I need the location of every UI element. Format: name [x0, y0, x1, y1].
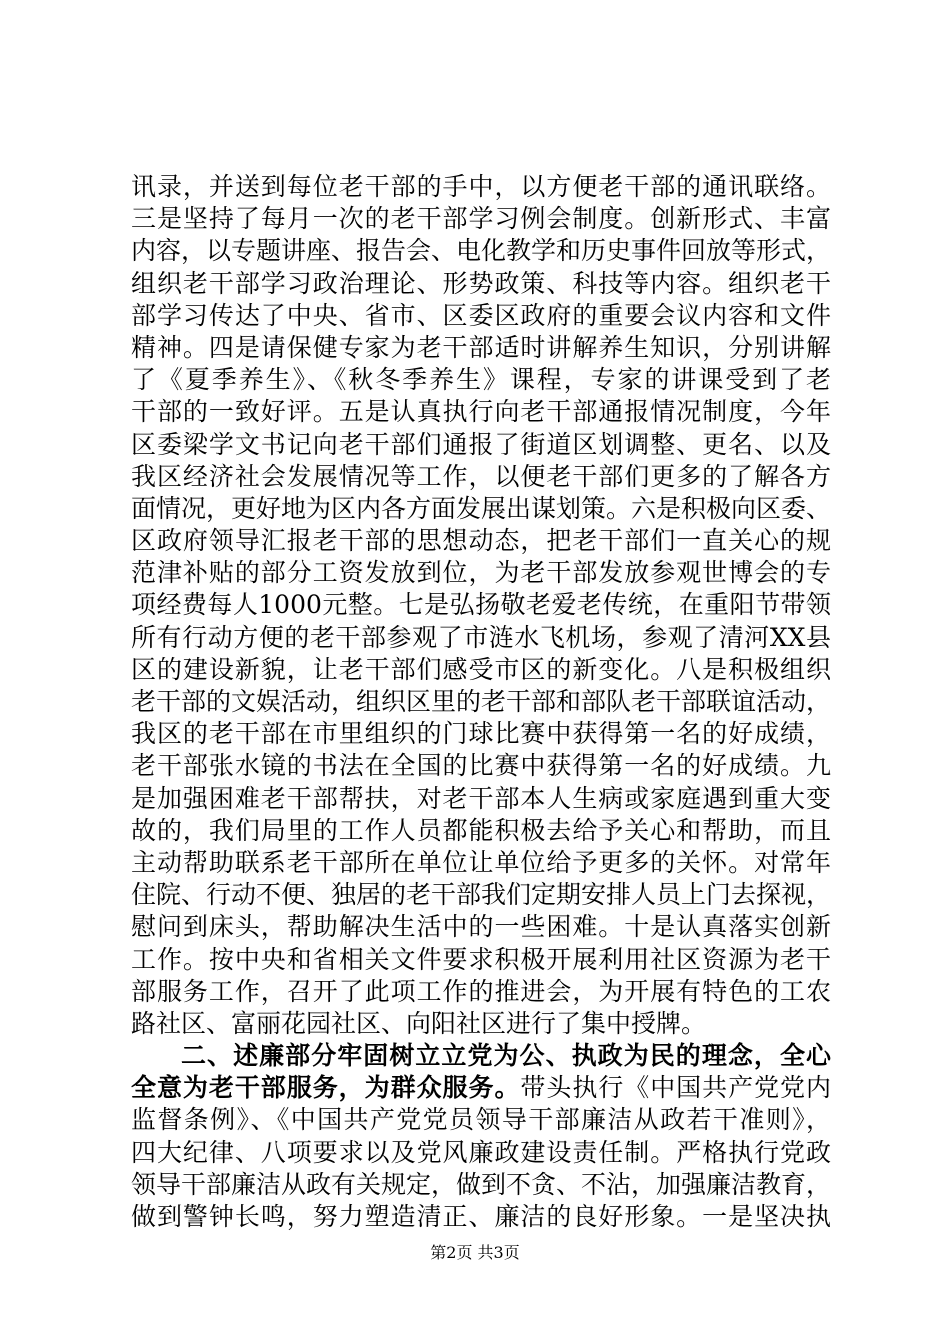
text-line: 路社区、富丽花园社区、向阳社区进行了集中授牌。: [131, 1008, 707, 1038]
text-line: 老干部张水镜的书法在全国的比赛中获得第一名的好成绩。九: [131, 751, 831, 781]
text-line: 住院、行动不便、独居的老干部我们定期安排人员上门去探视，: [131, 880, 831, 910]
paragraph-2: [131, 1040, 831, 1233]
text-line: 了《夏季养生》、《秋冬季养生》课程，专家的讲课受到了老: [131, 365, 831, 395]
paragraph-1: [131, 171, 831, 1040]
text-line: 老干部的文娱活动，组织区里的老干部和部队老干部联谊活动，: [131, 687, 831, 716]
text-line: 项经费每人1000元整。七是弘扬敬老爱老传统，在重阳节带领: [131, 590, 831, 620]
text-line: 区委梁学文书记向老干部们通报了街道区划调整、更名、以及: [131, 429, 831, 459]
page-footer: 第2页 共3页: [430, 1243, 520, 1262]
text-line: 所有行动方便的老干部参观了市涟水飞机场，参观了清河XX县: [131, 622, 831, 652]
text-line: 慰问到床头，帮助解决生活中的一些困难。十是认真落实创新: [131, 912, 831, 942]
text-line: 范津补贴的部分工资发放到位，为老干部发放参观世博会的专: [131, 558, 831, 588]
text-line: 精神。四是请保健专家为老干部适时讲解养生知识，分别讲解: [131, 332, 831, 362]
text-line: 讯录，并送到每位老干部的手中，以方便老干部的通讯联络。: [131, 172, 831, 201]
text-line: 部学习传达了中央、省市、区委区政府的重要会议内容和文件: [131, 300, 831, 330]
text-line: 监督条例》、《中国共产党党员领导干部廉洁从政若干准则》，: [131, 1105, 831, 1135]
text-line: 工作。按中央和省相关文件要求积极开展利用社区资源为老干: [131, 944, 831, 974]
text-line: 主动帮助联系老干部所在单位让单位给予更多的关怀。对常年: [131, 847, 831, 877]
text-line: 组织老干部学习政治理论、形势政策、科技等内容。组织老干: [131, 268, 831, 298]
text-line: 我区经济社会发展情况等工作，以便老干部们更多的了解各方: [131, 461, 831, 491]
section-heading-line: 二、述廉部分牢固树立立党为公、执政为民的理念，全心: [181, 1041, 831, 1071]
text-line: 故的，我们局里的工作人员都能积极去给予关心和帮助，而且: [131, 815, 831, 845]
text-line: 区的建设新貌，让老干部们感受市区的新变化。八是积极组织: [131, 654, 831, 684]
text-line: 领导干部廉洁从政有关规定，做到不贪、不沾，加强廉洁教育，: [131, 1169, 831, 1199]
section-heading-tail: 全意为老干部服务，为群众服务。: [131, 1073, 521, 1103]
text-line: 干部的一致好评。五是认真执行向老干部通报情况制度，今年: [131, 397, 831, 427]
text-line: 是加强困难老干部帮扶，对老干部本人生病或家庭遇到重大变: [131, 783, 831, 813]
section-heading-line-continued: [131, 1072, 831, 1104]
text-line: 区政府领导汇报老干部的思想动态，把老干部们一直关心的规: [131, 526, 831, 556]
text-line: 四大纪律、八项要求以及党风廉政建设责任制。严格执行党政: [131, 1137, 831, 1167]
text-line: 做到警钟长鸣，努力塑造清正、廉洁的良好形象。一是坚决执: [131, 1202, 831, 1231]
document-body: [131, 171, 831, 1233]
section-body-start: 带头执行《中国共产党党内: [520, 1073, 831, 1103]
text-line: 部服务工作，召开了此项工作的推进会，为开展有特色的工农: [131, 976, 831, 1006]
text-line: 三是坚持了每月一次的老干部学习例会制度。创新形式、丰富: [131, 204, 831, 234]
text-line: 我区的老干部在市里组织的门球比赛中获得第一名的好成绩，: [131, 719, 831, 749]
text-line: 面情况，更好地为区内各方面发展出谋划策。六是积极向区委、: [131, 493, 831, 523]
text-line: 内容，以专题讲座、报告会、电化教学和历史事件回放等形式，: [131, 236, 831, 266]
